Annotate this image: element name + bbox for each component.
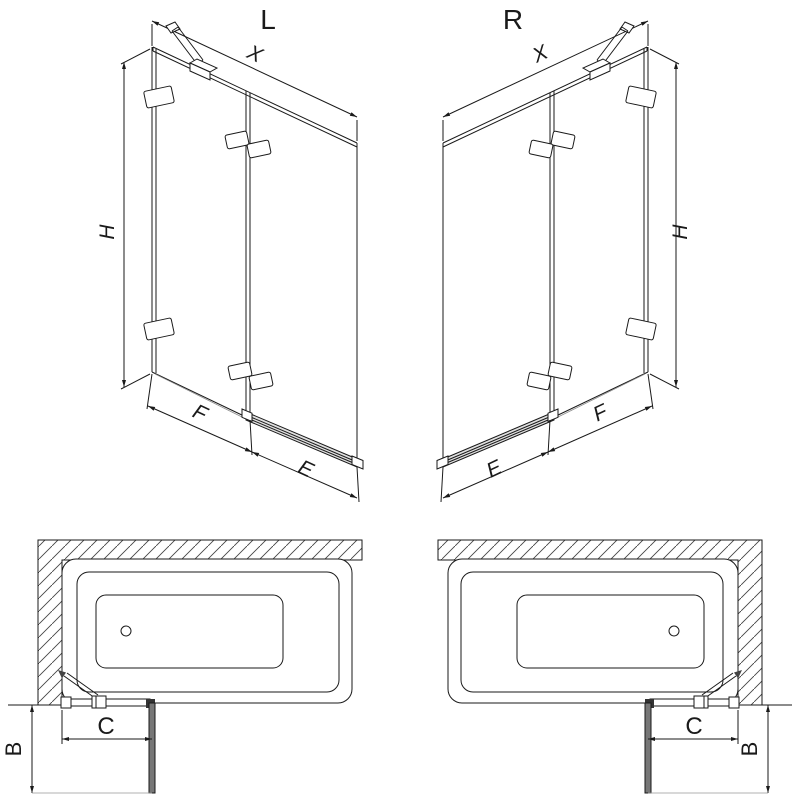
dim-label-height-right: H (669, 224, 692, 240)
variant-label-right: R (502, 4, 524, 35)
dim-label-b-right: B (737, 741, 762, 757)
dim-label-fixed-panel-right: F (589, 399, 611, 427)
dim-label-c-right: C (685, 713, 703, 740)
variant-label-left: L (260, 4, 276, 35)
dim-label-height-left: H (96, 224, 119, 240)
dim-label-width-right: X (529, 40, 552, 68)
dim-label-fixed-panel-left: F (189, 399, 211, 427)
iso-drawing-left-variant (121, 21, 363, 502)
dim-label-width-left: X (243, 40, 266, 68)
dim-label-b-left: B (1, 741, 26, 757)
dim-label-door-panel-right: E (483, 455, 506, 483)
iso-drawing-right-variant (437, 21, 679, 502)
dim-label-c-left: C (97, 713, 115, 740)
dim-label-door-panel-left: E (294, 455, 317, 483)
